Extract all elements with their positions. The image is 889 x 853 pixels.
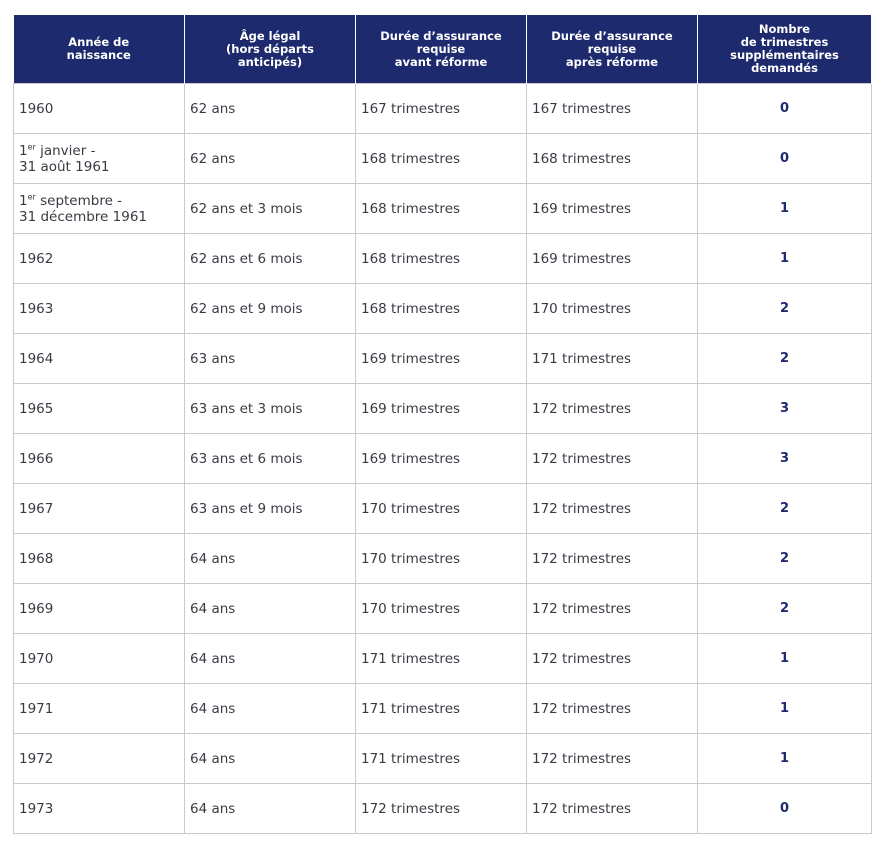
cell-legal-age: 63 ans et 6 mois [185, 434, 356, 484]
cell-legal-age: 64 ans [185, 784, 356, 834]
cell-extra-quarters: 1 [698, 684, 872, 734]
table-row [14, 684, 872, 734]
cell-extra-quarters: 2 [698, 334, 872, 384]
table-row [14, 384, 872, 434]
retirement-table-container [13, 15, 871, 834]
header-duration-before: Durée d’assurance requise avant réforme [356, 15, 527, 84]
header-row [14, 15, 872, 84]
cell-duration-before: 171 trimestres [356, 634, 527, 684]
cell-birth-year: 1972 [14, 734, 185, 784]
cell-birth-year: 1960 [14, 84, 185, 134]
cell-extra-quarters: 2 [698, 534, 872, 584]
header-legal-age: Âge légal (hors départs anticipés) [185, 15, 356, 84]
cell-extra-quarters: 2 [698, 584, 872, 634]
ordinal-number: 1 [19, 192, 28, 209]
cell-duration-before: 169 trimestres [356, 384, 527, 434]
cell-duration-before: 167 trimestres [356, 84, 527, 134]
cell-legal-age: 62 ans [185, 134, 356, 184]
cell-legal-age: 62 ans et 9 mois [185, 284, 356, 334]
cell-duration-after: 172 trimestres [527, 584, 698, 634]
cell-birth-year: 1965 [14, 384, 185, 434]
ordinal-number: 1 [19, 142, 28, 159]
cell-extra-quarters: 2 [698, 284, 872, 334]
cell-duration-after: 168 trimestres [527, 134, 698, 184]
cell-birth-year: 1973 [14, 784, 185, 834]
cell-duration-after: 169 trimestres [527, 184, 698, 234]
cell-legal-age: 62 ans [185, 84, 356, 134]
table-body [14, 84, 872, 834]
cell-duration-before: 169 trimestres [356, 334, 527, 384]
birth-period-start [19, 143, 184, 159]
cell-birth-year: 1963 [14, 284, 185, 334]
cell-birth-year: 1969 [14, 584, 185, 634]
cell-legal-age: 62 ans et 6 mois [185, 234, 356, 284]
cell-extra-quarters: 1 [698, 234, 872, 284]
cell-extra-quarters: 2 [698, 484, 872, 534]
ordinal-suffix: er [27, 142, 36, 151]
cell-extra-quarters: 3 [698, 434, 872, 484]
cell-birth-year: 1967 [14, 484, 185, 534]
table-header [14, 15, 872, 84]
cell-duration-before: 168 trimestres [356, 284, 527, 334]
cell-duration-before: 171 trimestres [356, 684, 527, 734]
table-row [14, 84, 872, 134]
birth-period-start-text: septembre - [35, 192, 123, 209]
cell-duration-after: 172 trimestres [527, 384, 698, 434]
table-row [14, 634, 872, 684]
cell-birth-year: 1966 [14, 434, 185, 484]
birth-period-start-text: janvier - [35, 142, 96, 159]
cell-legal-age: 64 ans [185, 734, 356, 784]
cell-duration-before: 168 trimestres [356, 184, 527, 234]
table-row [14, 434, 872, 484]
cell-duration-after: 172 trimestres [527, 634, 698, 684]
birth-period-start [19, 193, 184, 209]
cell-extra-quarters: 0 [698, 784, 872, 834]
table-row [14, 584, 872, 634]
table-row [14, 784, 872, 834]
ordinal-suffix: er [27, 192, 36, 201]
table-row [14, 534, 872, 584]
cell-extra-quarters: 1 [698, 634, 872, 684]
table-row [14, 134, 872, 184]
cell-extra-quarters: 0 [698, 134, 872, 184]
cell-birth-year: 1964 [14, 334, 185, 384]
cell-extra-quarters: 1 [698, 184, 872, 234]
cell-duration-before: 168 trimestres [356, 134, 527, 184]
cell-duration-after: 172 trimestres [527, 484, 698, 534]
cell-legal-age: 64 ans [185, 634, 356, 684]
cell-duration-after: 172 trimestres [527, 684, 698, 734]
cell-birth-year [14, 184, 185, 234]
cell-duration-before: 168 trimestres [356, 234, 527, 284]
cell-legal-age: 64 ans [185, 584, 356, 634]
table-row [14, 734, 872, 784]
table-row [14, 284, 872, 334]
cell-duration-after: 167 trimestres [527, 84, 698, 134]
cell-legal-age: 63 ans et 9 mois [185, 484, 356, 534]
cell-legal-age: 64 ans [185, 684, 356, 734]
cell-legal-age: 62 ans et 3 mois [185, 184, 356, 234]
cell-extra-quarters: 1 [698, 734, 872, 784]
header-duration-after: Durée d’assurance requise après réforme [527, 15, 698, 84]
cell-duration-after: 172 trimestres [527, 534, 698, 584]
cell-duration-before: 170 trimestres [356, 584, 527, 634]
table-row [14, 234, 872, 284]
cell-birth-year: 1968 [14, 534, 185, 584]
header-extra-quarters: Nombre de trimestres supplémentaires demandés [698, 15, 872, 84]
cell-duration-before: 170 trimestres [356, 484, 527, 534]
cell-legal-age: 64 ans [185, 534, 356, 584]
cell-extra-quarters: 3 [698, 384, 872, 434]
cell-duration-before: 169 trimestres [356, 434, 527, 484]
table-row [14, 184, 872, 234]
cell-birth-year: 1962 [14, 234, 185, 284]
cell-birth-year [14, 134, 185, 184]
cell-duration-after: 169 trimestres [527, 234, 698, 284]
birth-period-end: 31 décembre 1961 [19, 208, 147, 225]
cell-duration-after: 171 trimestres [527, 334, 698, 384]
cell-duration-after: 172 trimestres [527, 434, 698, 484]
cell-duration-after: 172 trimestres [527, 784, 698, 834]
header-birth-year: Année de naissance [14, 15, 185, 84]
table-row [14, 484, 872, 534]
cell-legal-age: 63 ans et 3 mois [185, 384, 356, 434]
cell-duration-after: 170 trimestres [527, 284, 698, 334]
table-row [14, 334, 872, 384]
cell-duration-before: 170 trimestres [356, 534, 527, 584]
birth-period-end: 31 août 1961 [19, 158, 110, 175]
cell-legal-age: 63 ans [185, 334, 356, 384]
cell-duration-before: 171 trimestres [356, 734, 527, 784]
cell-duration-after: 172 trimestres [527, 734, 698, 784]
cell-birth-year: 1971 [14, 684, 185, 734]
cell-birth-year: 1970 [14, 634, 185, 684]
retirement-table [13, 15, 872, 834]
cell-extra-quarters: 0 [698, 84, 872, 134]
cell-duration-before: 172 trimestres [356, 784, 527, 834]
